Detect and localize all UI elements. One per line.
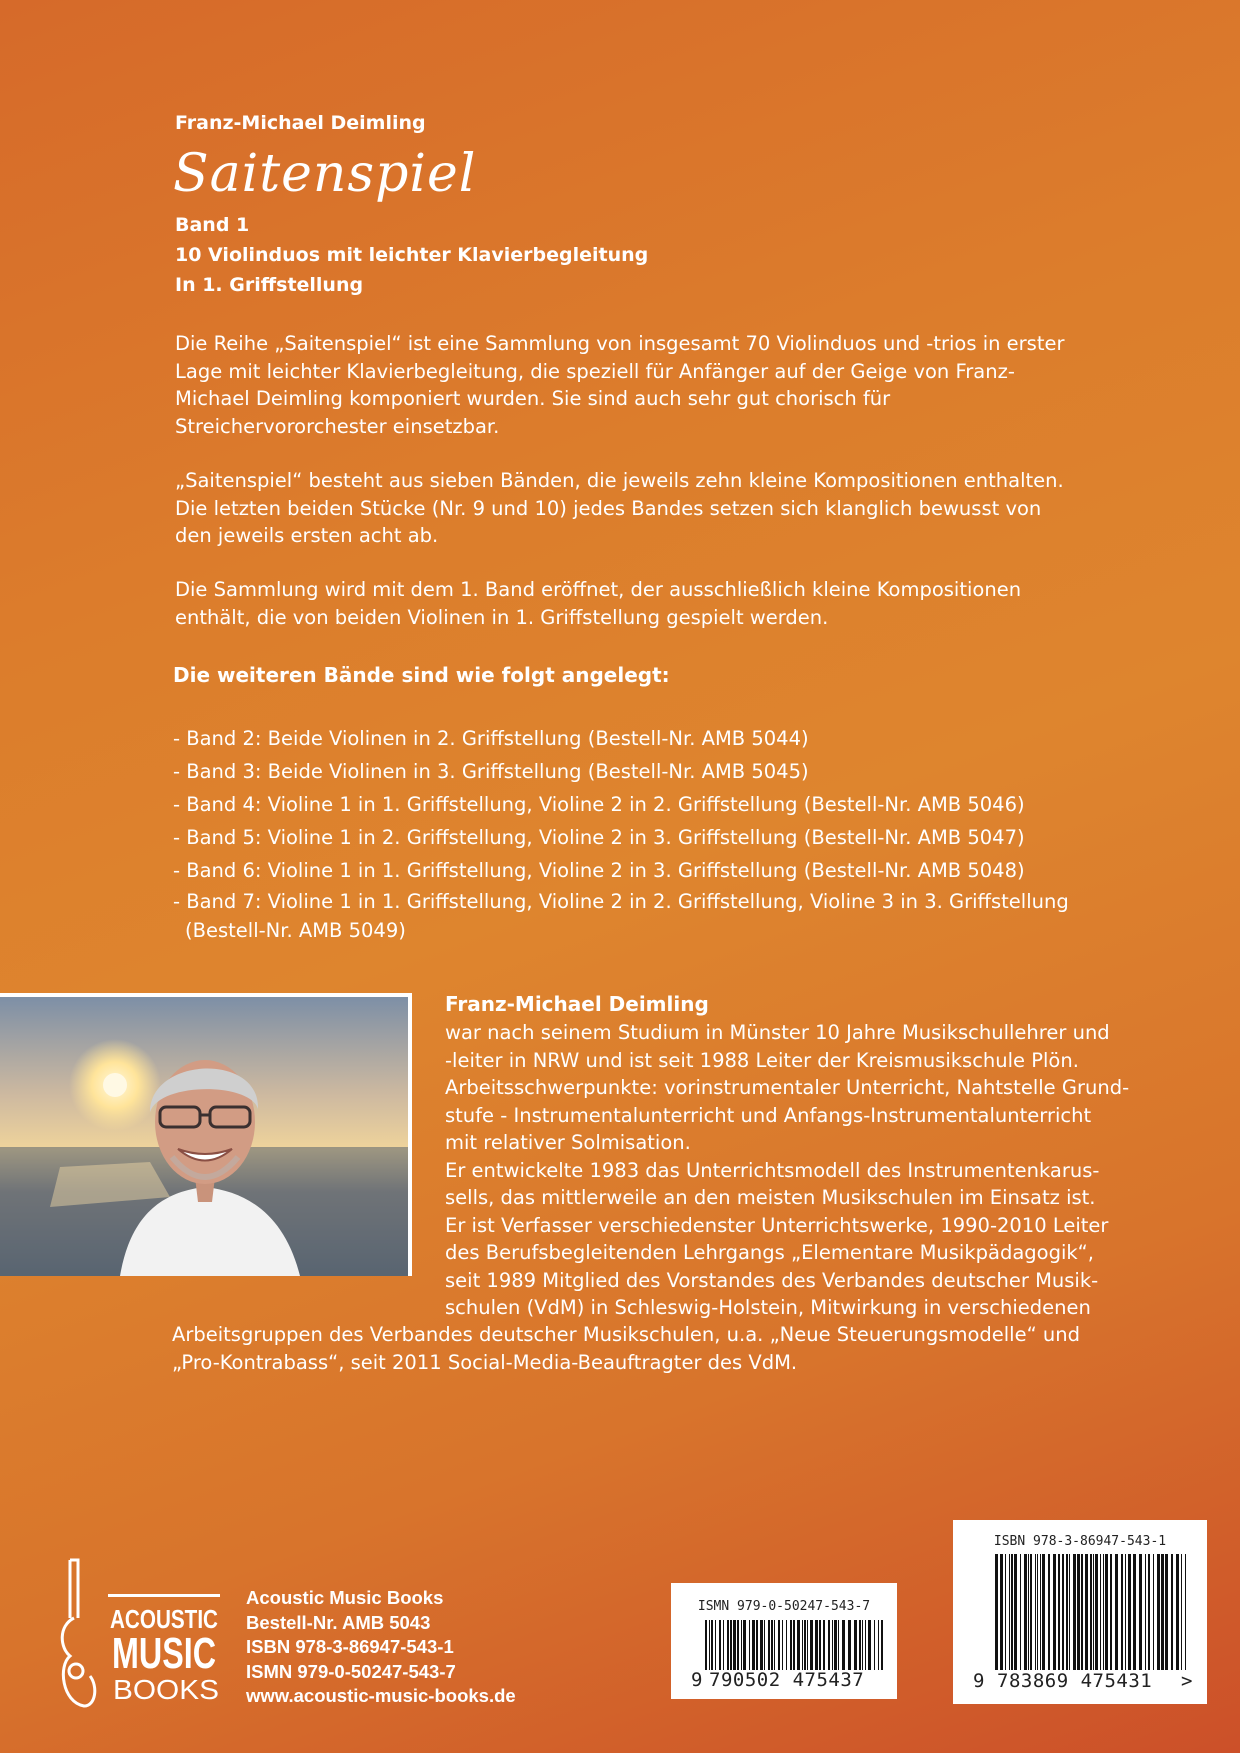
book-subtitle: 10 Violinduos mit leichter Klavierbegleitung xyxy=(175,244,649,266)
isbn-bars xyxy=(995,1554,1191,1670)
bio-line: sells, das mittlerweile an den meisten Musikschulen im Einsatz ist. xyxy=(445,1186,1096,1209)
bio-line: stufe - Instrumentalunterricht und Anfangs-Instrumentalunterricht xyxy=(445,1103,1092,1127)
intro-paragraph-3: Die Sammlung wird mit dem 1. Band eröffnet, der ausschließlich kleine Kompositionen enthält, die von beiden Violinen in 1. Griffstellung gespielt werden. xyxy=(175,578,1022,629)
logo-line-2: MUSIC xyxy=(112,1629,216,1678)
bio-line: seit 1989 Mitglied des Vorstandes des Verbandes deutscher Musik- xyxy=(445,1268,1099,1292)
ismn-barcode xyxy=(671,1583,897,1699)
list-item: - Band 7: Violine 1 in 1. Griffstellung, Violine 2 in 2. Griffstellung, Violine 3 in 3. Griffstellung xyxy=(173,890,1069,913)
bio-text-continued xyxy=(172,1321,1080,1376)
ismn-text: ISMN 979-0-50247-543-7 xyxy=(246,1660,456,1682)
bio-line: des Berufsbegleitenden Lehrgangs „Elementare Musikpädagogik“, xyxy=(445,1241,1094,1264)
bio-line: schulen (VdM) in Schleswig-Holstein, Mitwirkung in verschiedenen xyxy=(445,1296,1091,1319)
ismn-bars xyxy=(705,1620,887,1670)
list-item: - Band 3: Beide Violinen in 3. Griffstellung (Bestell-Nr. AMB 5045) xyxy=(173,760,809,783)
list-item: - Band 2: Beide Violinen in 2. Griffstellung (Bestell-Nr. AMB 5044) xyxy=(173,727,809,750)
isbn-barcode xyxy=(953,1520,1207,1704)
bio-line: Arbeitsgruppen des Verbandes deutscher Musikschulen, u.a. „Neue Steuerungsmodelle“ und xyxy=(172,1323,1080,1346)
logo-line-3: BOOKS xyxy=(113,1674,219,1705)
list-item: - Band 4: Violine 1 in 1. Griffstellung, Violine 2 in 2. Griffstellung (Bestell-Nr. AMB 5046) xyxy=(173,793,1025,816)
bio-text xyxy=(445,1019,1129,1322)
logo-line-1: ACOUSTIC xyxy=(110,1604,219,1634)
bands-list xyxy=(173,722,1069,946)
list-item: - Band 5: Violine 1 in 2. Griffstellung, Violine 2 in 3. Griffstellung (Bestell-Nr. AMB 5047) xyxy=(173,826,1025,849)
bio-heading: Franz-Michael Deimling xyxy=(445,992,709,1016)
bio-line: -leiter in NRW und ist seit 1988 Leiter der Kreismusikschule Plön. xyxy=(445,1048,1079,1072)
list-item-continuation: (Bestell-Nr. AMB 5049) xyxy=(185,919,406,942)
bio-line: „Pro-Kontrabass“, seit 2011 Social-Media-Beauftragter des VdM. xyxy=(172,1350,798,1374)
publisher-info xyxy=(246,1586,516,1709)
isbn-first-digit: 9 xyxy=(973,1670,985,1692)
bio-line: Arbeitsschwerpunkte: vorinstrumentaler Unterricht, Nahtstelle Grund- xyxy=(445,1076,1130,1099)
band-number: Band 1 xyxy=(175,214,250,236)
bio-line: Er ist Verfasser verschiedenster Unterrichtswerke, 1990-2010 Leiter xyxy=(445,1213,1109,1237)
intro-paragraph-2: „Saitenspiel“ besteht aus sieben Bänden, die jeweils zehn kleine Kompositionen enthalten. Die letzten beiden Stücke (Nr. 9 und 10) jedes Bandes setzen sich klanglich bewusst von den jeweils ersten acht ab. xyxy=(175,469,1064,547)
ismn-barcode-label: ISMN 979-0-50247-543-7 xyxy=(697,1599,871,1614)
publisher-logo xyxy=(62,1556,224,1708)
publisher-name: Acoustic Music Books xyxy=(246,1587,444,1608)
author-name: Franz-Michael Deimling xyxy=(175,112,426,134)
intro-paragraph-1: Die Reihe „Saitenspiel“ ist eine Sammlung von insgesamt 70 Violinduos und -trios in erster Lage mit leichter Klavierbegleitung, die speziell für Anfänger auf der Geige von Franz-Michael Deimling komponiert wurden. Sie sind auch sehr gut chorisch für Streichervororchester einsetzbar. xyxy=(175,332,1065,438)
ismn-first-digit: 9 xyxy=(691,1669,703,1691)
series-title: Saitenspiel xyxy=(173,144,477,204)
isbn-digits: 783869 475431 xyxy=(997,1670,1153,1692)
bio-line: Er entwickelte 1983 das Unterrichtsmodell des Instrumentenkarus- xyxy=(445,1158,1100,1182)
bio-line: war nach seinem Studium in Münster 10 Jahre Musikschullehrer und xyxy=(445,1021,1110,1044)
list-item: - Band 6: Violine 1 in 1. Griffstellung, Violine 2 in 3. Griffstellung (Bestell-Nr. AMB 5048) xyxy=(173,859,1025,882)
author-photo xyxy=(0,993,412,1276)
isbn-barcode-label: ISBN 978-3-86947-543-1 xyxy=(993,1534,1167,1549)
order-number: Bestell-Nr. AMB 5043 xyxy=(246,1611,431,1633)
bands-heading: Die weiteren Bände sind wie folgt angelegt: xyxy=(173,663,670,687)
bio-line: mit relativer Solmisation. xyxy=(445,1131,691,1154)
isbn-text: ISBN 978-3-86947-543-1 xyxy=(246,1636,454,1657)
website-link[interactable]: www.acoustic-music-books.de xyxy=(246,1685,516,1706)
griff-position: In 1. Griffstellung xyxy=(175,274,364,296)
guitar-icon xyxy=(62,1560,95,1706)
ismn-digits: 790502 475437 xyxy=(709,1669,865,1691)
isbn-quiet-zone-marker: > xyxy=(1181,1670,1193,1692)
